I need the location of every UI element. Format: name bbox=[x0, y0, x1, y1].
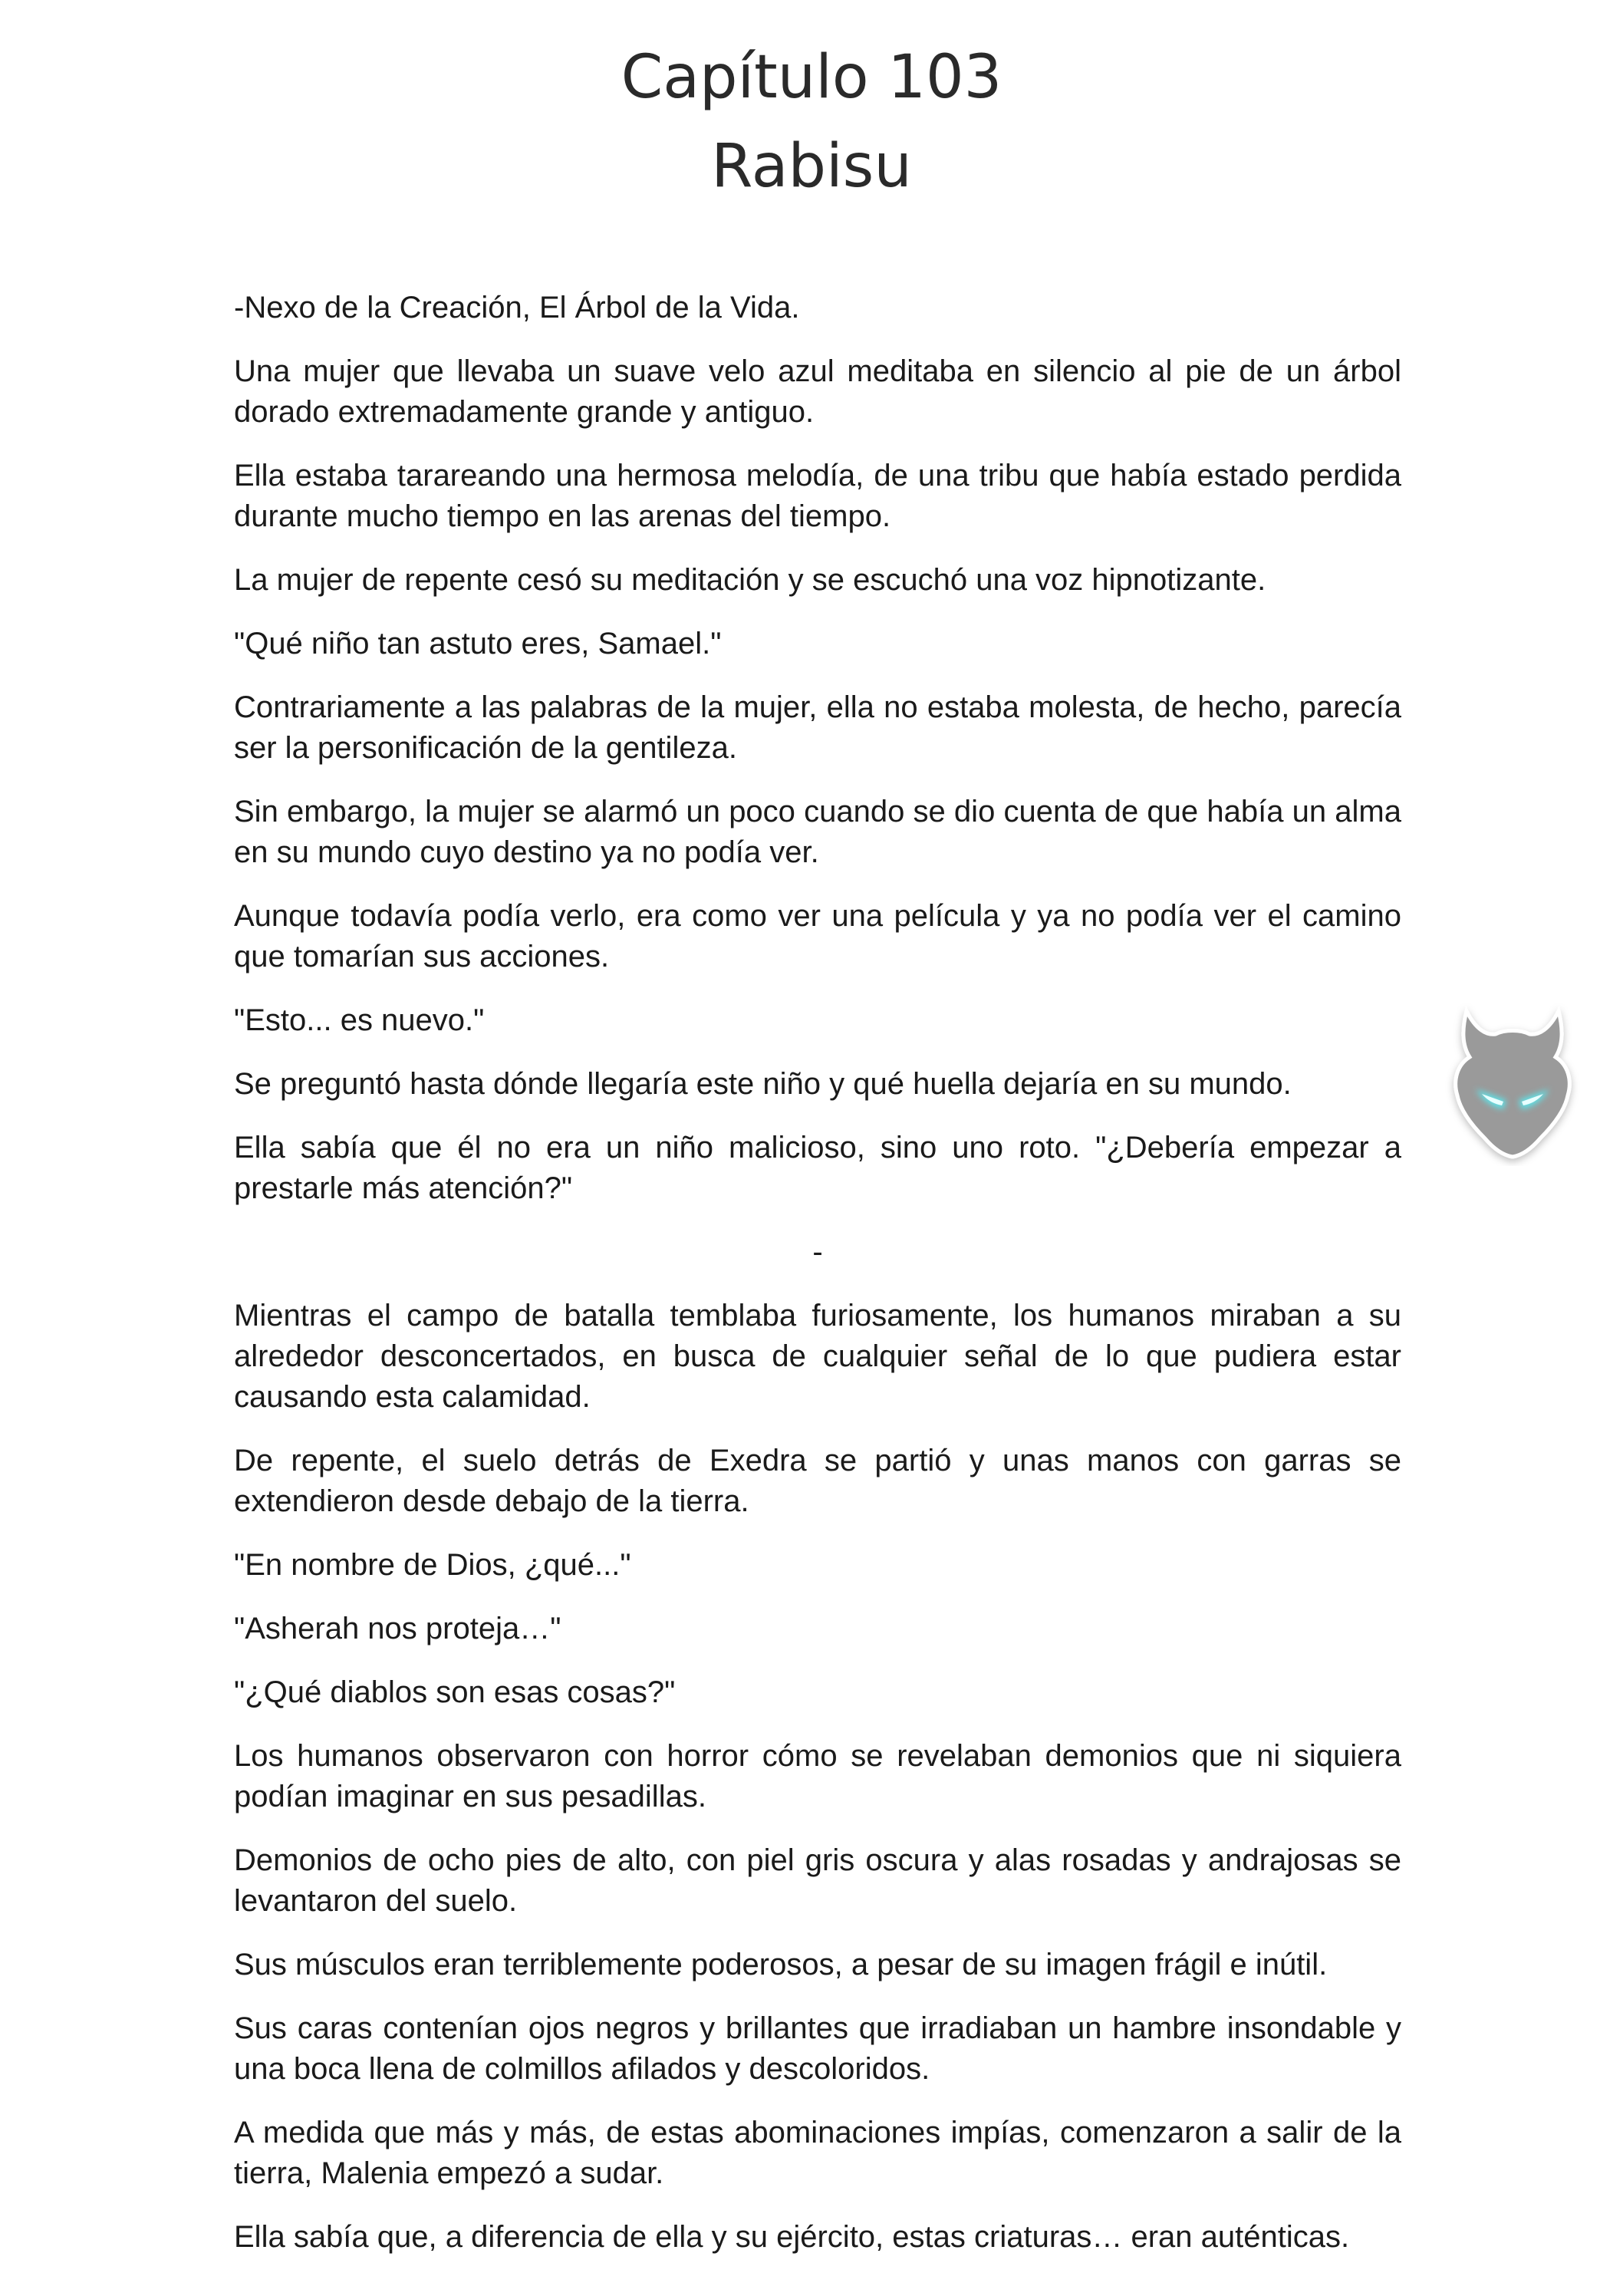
paragraph: Aunque todavía podía verlo, era como ver una película y ya no podía ver el camino que tomarían sus acciones. bbox=[234, 899, 1401, 973]
paragraph: Mientras el campo de batalla temblaba furiosamente, los humanos miraban a su alrededor desconcertados, en busca de cualquier señal de lo que pudiera estar causando esta calamidad. bbox=[234, 1299, 1401, 1414]
paragraph: Ella sabía que él no era un niño malicioso, sino uno roto. "¿Debería empezar a prestarle más atención?" bbox=[234, 1131, 1401, 1205]
paragraph: "Esto... es nuevo." bbox=[234, 1003, 485, 1037]
chapter-number: Capítulo 103 bbox=[621, 43, 1002, 112]
chapter-body bbox=[234, 288, 1401, 2281]
paragraph: Se preguntó hasta dónde llegaría este niño y qué huella dejaría en su mundo. bbox=[234, 1067, 1292, 1101]
demon-head-icon bbox=[1436, 997, 1589, 1166]
paragraph: "En nombre de Dios, ¿qué..." bbox=[234, 1548, 631, 1582]
paragraph: "Asherah nos proteja…" bbox=[234, 1612, 561, 1645]
paragraph: A medida que más y más, de estas abominaciones impías, comenzaron a salir de la tierra, Malenia empezó a sudar. bbox=[234, 2116, 1401, 2190]
paragraph: Una mujer que llevaba un suave velo azul meditaba en silencio al pie de un árbol dorado extremadamente grande y antiguo. bbox=[234, 354, 1401, 429]
paragraph: "¿Qué diablos son esas cosas?" bbox=[234, 1675, 676, 1709]
paragraph: Sus músculos eran terriblemente poderosos, a pesar de su imagen frágil e inútil. bbox=[234, 1948, 1328, 1981]
paragraph: La mujer de repente cesó su meditación y se escuchó una voz hipnotizante. bbox=[234, 563, 1266, 597]
demon-head-shape bbox=[1456, 1011, 1570, 1157]
paragraph: Ella estaba tarareando una hermosa melodía, de una tribu que había estado perdida durante mucho tiempo en las arenas del tiempo. bbox=[234, 459, 1401, 533]
paragraph: Los humanos observaron con horror cómo se revelaban demonios que ni siquiera podían imaginar en sus pesadillas. bbox=[234, 1739, 1401, 1813]
paragraph: Sin embargo, la mujer se alarmó un poco cuando se dio cuenta de que había un alma en su mundo cuyo destino ya no podía ver. bbox=[234, 795, 1401, 869]
paragraph: "Qué niño tan astuto eres, Samael." bbox=[234, 627, 722, 660]
paragraph: Demonios de ocho pies de alto, con piel gris oscura y alas rosadas y andrajosas se levantaron del suelo. bbox=[234, 1843, 1401, 1918]
paragraph: De repente, el suelo detrás de Exedra se partió y unas manos con garras se extendieron desde debajo de la tierra. bbox=[234, 1444, 1401, 1518]
chapter-title: Rabisu bbox=[711, 132, 912, 201]
paragraph: Sus caras contenían ojos negros y brillantes que irradiaban un hambre insondable y una boca llena de colmillos afilados y descoloridos. bbox=[234, 2011, 1401, 2086]
paragraph: Ella sabía que, a diferencia de ella y su ejército, estas criaturas… eran auténticas. bbox=[234, 2220, 1350, 2254]
scene-separator: - bbox=[812, 1235, 823, 1269]
paragraph: -Nexo de la Creación, El Árbol de la Vida. bbox=[234, 291, 800, 324]
paragraph: Contrariamente a las palabras de la mujer, ella no estaba molesta, de hecho, parecía ser la personificación de la gentileza. bbox=[234, 690, 1401, 765]
